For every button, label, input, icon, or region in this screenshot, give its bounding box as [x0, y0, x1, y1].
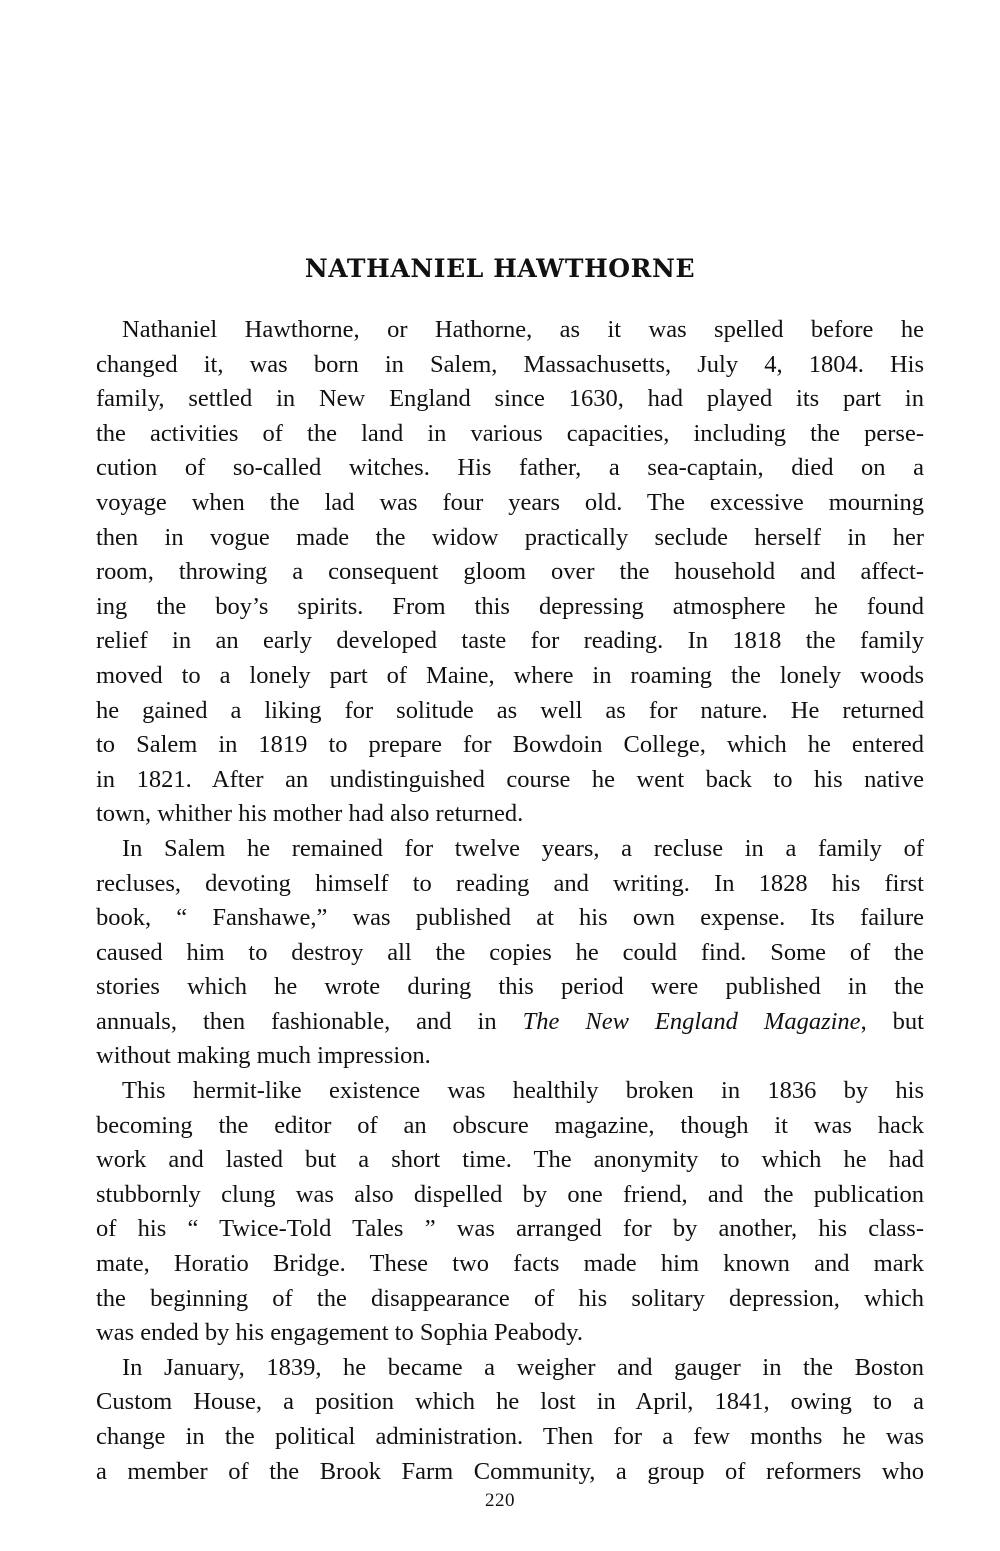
- text-line: changed it, was born in Salem, Massachusetts, July 4, 1804. His: [96, 350, 924, 378]
- text-line: relief in an early developed taste for reading. In 1818 the family: [96, 627, 924, 655]
- text-line: he gained a liking for solitude as well as for nature. He returned: [96, 696, 924, 724]
- text-line: stories which he wrote during this period were published in the: [96, 973, 924, 1001]
- text-line: becoming the editor of an obscure magazine, though it was hack: [96, 1111, 924, 1139]
- text-segment: , but: [860, 1007, 924, 1035]
- text-line: caused him to destroy all the copies he could find. Some of the: [96, 938, 924, 966]
- text-line: town, whither his mother had also returned.: [96, 800, 524, 828]
- text-line: family, settled in New England since 1630, had played its part in: [96, 385, 924, 413]
- page-title: NATHANIEL HAWTHORNE: [304, 254, 696, 283]
- text-segment: annuals, then fashionable, and in: [96, 1007, 523, 1035]
- text-line: then in vogue made the widow practically seclude herself in her: [96, 523, 924, 551]
- text-line: This hermit-like existence was healthily broken in 1836 by his: [122, 1077, 924, 1105]
- text-line: the beginning of the disappearance of his solitary depression, which: [96, 1284, 924, 1312]
- text-line: moved to a lonely part of Maine, where in roaming the lonely woods: [96, 661, 924, 689]
- body-text: [96, 313, 924, 1489]
- text-line: Custom House, a position which he lost in April, 1841, owing to a: [96, 1388, 924, 1416]
- text-line: room, throwing a consequent gloom over the household and affect-: [96, 558, 924, 586]
- page-number: 220: [485, 1490, 515, 1511]
- text-line: of his “ Twice-Told Tales ” was arranged for by another, his class-: [96, 1215, 924, 1243]
- text-line: a member of the Brook Farm Community, a group of reformers who: [96, 1457, 924, 1485]
- text-line: without making much impression.: [96, 1042, 431, 1070]
- text-line: in 1821. After an undistinguished course he went back to his native: [96, 765, 924, 793]
- text-line: In January, 1839, he became a weigher and gauger in the Boston: [122, 1353, 924, 1381]
- text-line: book, “ Fanshawe,” was published at his own expense. Its failure: [96, 904, 924, 932]
- text-line: In Salem he remained for twelve years, a recluse in a family of: [122, 834, 924, 862]
- text-line: ing the boy’s spirits. From this depressing atmosphere he found: [96, 592, 924, 620]
- text-line-with-italic: [96, 1005, 924, 1040]
- text-line: change in the political administration. Then for a few months he was: [96, 1423, 924, 1450]
- paragraph-3: [96, 1074, 924, 1351]
- text-line: Nathaniel Hawthorne, or Hathorne, as it was spelled before he: [122, 316, 924, 343]
- text-line: recluses, devoting himself to reading and writing. In 1828 his first: [96, 869, 924, 897]
- text-line: work and lasted but a short time. The anonymity to which he had: [96, 1146, 924, 1174]
- magazine-title-italic: The New England Magazine: [522, 1007, 861, 1035]
- text-line: stubbornly clung was also dispelled by one friend, and the publication: [96, 1180, 924, 1208]
- paragraph-4: [96, 1351, 924, 1489]
- text-line: cution of so-called witches. His father, a sea-captain, died on a: [96, 454, 924, 482]
- paragraph-1: [96, 313, 924, 832]
- text-line: mate, Horatio Bridge. These two facts made him known and mark: [96, 1250, 924, 1278]
- text-line: voyage when the lad was four years old. The excessive mourning: [96, 488, 924, 516]
- text-line: to Salem in 1819 to prepare for Bowdoin College, which he entered: [96, 731, 924, 759]
- text-line: the activities of the land in various capacities, including the perse-: [96, 419, 924, 447]
- paragraph-2: [96, 832, 924, 1074]
- text-line: was ended by his engagement to Sophia Peabody.: [96, 1319, 583, 1347]
